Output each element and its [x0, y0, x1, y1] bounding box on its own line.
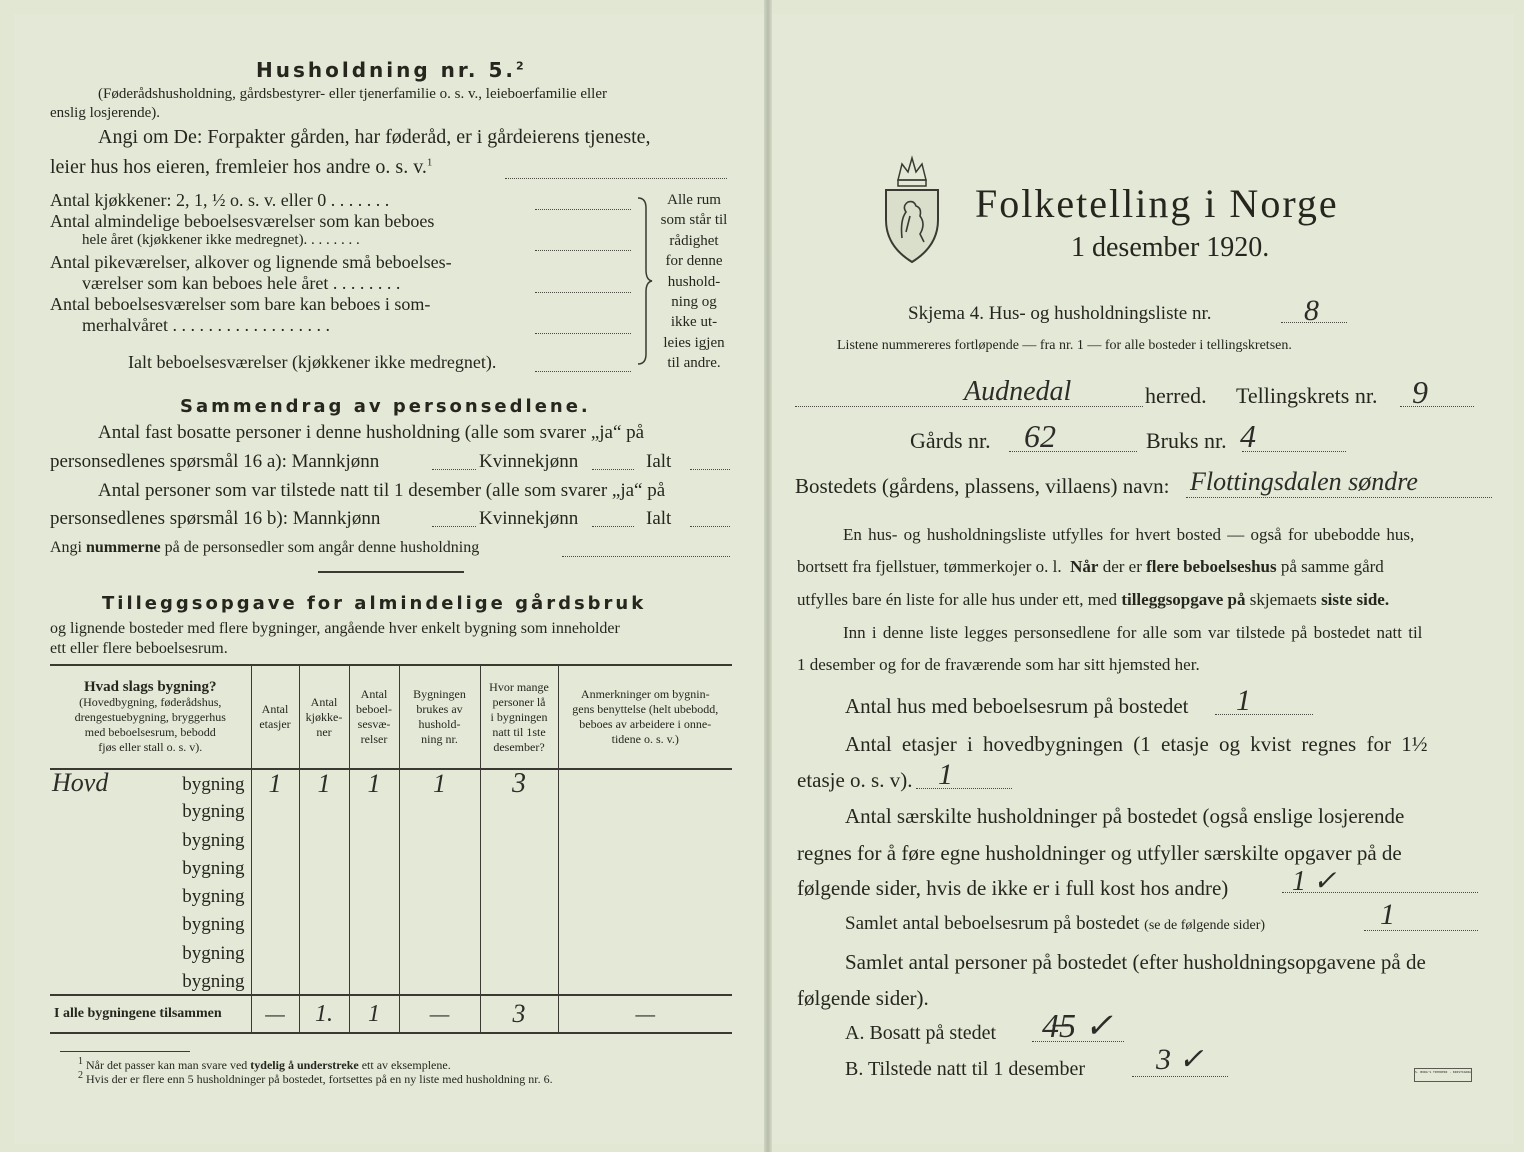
bruks-value[interactable]: 4 — [1240, 418, 1256, 454]
herred-label: herred. — [1145, 383, 1207, 408]
cell-vaerelser[interactable] — [349, 854, 399, 882]
building-label: bygning — [182, 829, 245, 851]
resident-male-field[interactable] — [432, 469, 476, 470]
cell-etasjer[interactable]: 1 — [251, 769, 299, 797]
cell-vaerelser[interactable] — [349, 826, 399, 854]
cell-anm[interactable] — [558, 854, 732, 882]
cell-kjokkener[interactable] — [299, 826, 349, 854]
brace-note-line: Alle rum — [667, 192, 721, 208]
bosatt-label: A. Bosatt på stedet — [845, 1022, 997, 1044]
page-fold — [764, 0, 772, 1152]
coat-of-arms-icon — [880, 150, 944, 266]
cell-etasjer[interactable] — [251, 882, 299, 910]
summary-title: Sammendrag av personsedlene. — [180, 396, 591, 417]
cell-etasjer[interactable] — [251, 797, 299, 825]
cell-kjokkener[interactable] — [299, 910, 349, 938]
cell-anm[interactable] — [558, 769, 732, 797]
bosted-value[interactable]: Flottingsdalen søndre — [1190, 467, 1418, 496]
col-remarks-header — [558, 665, 732, 769]
col-floors-header — [251, 665, 299, 769]
cell-anm[interactable] — [558, 882, 732, 910]
cell-kjokkener[interactable] — [299, 882, 349, 910]
cell-personer[interactable] — [480, 967, 558, 995]
header-line: natt til 1ste — [492, 724, 546, 739]
total-kitchens[interactable]: 1. — [299, 995, 349, 1033]
rooms-total-label: Ialt beboelsesværelser (kjøkkener ikke medregnet). — [128, 352, 497, 372]
rooms-total-field[interactable] — [535, 371, 631, 372]
supplement-line-1: og lignende bosteder med flere bygninger, angående hver enkelt bygning som inneholder — [50, 620, 620, 637]
para2-line-2: 1 desember og for de fraværende som har sitt hjemsted her. — [797, 655, 1200, 674]
brace-note-line: ning og — [671, 294, 717, 311]
building-label: bygning — [182, 857, 245, 879]
building-name-cell[interactable] — [50, 854, 251, 882]
brace-note-line: ikke ut- — [670, 314, 718, 331]
numbers-field[interactable] — [562, 556, 730, 557]
cell-personer[interactable] — [480, 882, 558, 910]
total-remarks[interactable]: — — [558, 995, 732, 1033]
cell-husholdning[interactable] — [399, 967, 480, 995]
cell-husholdning[interactable]: 1 — [399, 769, 480, 797]
header-line: i bygningen — [490, 709, 548, 724]
header-line: fjøs eller stall o. s. v). — [98, 739, 203, 754]
building-label: bygning — [182, 886, 245, 907]
schema-label: Skjema 4. Hus- og husholdningsliste nr. — [908, 303, 1212, 324]
cell-personer[interactable] — [480, 854, 558, 882]
table-row — [50, 826, 732, 854]
cell-etasjer[interactable] — [251, 967, 299, 995]
tellingskrets-label: Tellingskrets nr. — [1236, 383, 1378, 408]
header-line: personer lå — [492, 694, 546, 709]
summary-present-total-label: Ialt — [646, 508, 672, 529]
cell-personer[interactable] — [480, 910, 558, 938]
header-line: (Hovedbygning, føderådshus, — [79, 694, 222, 709]
hush-value[interactable]: 1 ✓ — [1292, 866, 1337, 897]
header-line: med beboelsesrum, bebodd — [84, 724, 216, 739]
bosted-label: Bostedets (gårdens, plassens, villaens) navn: — [795, 474, 1170, 498]
rooms-ordinary: Antal almindelige beboelsesværelser som kan beboes — [50, 211, 435, 231]
cell-kjokkener[interactable] — [299, 797, 349, 825]
cell-kjokkener[interactable]: 1 — [299, 769, 349, 797]
header-line: Antal — [360, 687, 388, 701]
building-table — [50, 664, 732, 1034]
header-line: Anmerkninger om bygnin- — [580, 687, 710, 701]
cell-personer[interactable] — [480, 939, 558, 967]
building-label: bygning — [182, 970, 245, 992]
tellingskrets-value[interactable]: 9 — [1412, 374, 1428, 410]
col-building-type-header: Hvad slags bygning? (Hovedbygning, føderådshus, drengestuebygning, bryggerhus med beboelsesrum, bebodd fjøs eller stall o. s. v). — [50, 665, 251, 769]
list-instructions: Listene nummereres fortløpende — fra nr. 1 — for alle bosteder i tellingskretsen. — [837, 338, 1292, 353]
etasjer-line — [916, 788, 1012, 789]
summary-present-1: Antal personer som var tilstede natt til 1 desember (alle som svarer „ja“ på — [98, 480, 666, 501]
cell-vaerelser[interactable] — [349, 967, 399, 995]
rooms-summer-2: merhalvåret . . . . . . . . . . . . . . . . . . — [82, 315, 330, 335]
header-line: relser — [360, 732, 388, 746]
summary-resident-female-label: Kvinnekjønn — [479, 451, 579, 472]
cell-personer[interactable]: 3 — [480, 769, 558, 797]
cell-etasjer[interactable] — [251, 910, 299, 938]
header-line: Antal — [261, 702, 289, 716]
header-line: ner — [316, 724, 332, 739]
census-title: Folketelling i Norge — [975, 181, 1339, 226]
header-line: gens benyttelse (helt ubebodd, — [572, 702, 719, 716]
gards-label: Gårds nr. — [910, 428, 991, 453]
header-line: beboel- — [356, 702, 392, 716]
cell-husholdning[interactable] — [399, 797, 480, 825]
cell-etasjer[interactable] — [251, 826, 299, 854]
cell-anm[interactable] — [558, 797, 732, 825]
summer-rooms-field[interactable] — [535, 333, 631, 334]
summary-resident-total-label: Ialt — [646, 451, 672, 472]
cell-kjokkener[interactable] — [299, 939, 349, 967]
header-line: Hvor mange — [489, 679, 549, 694]
table-row — [50, 797, 732, 825]
question-line-2: leier hus hos eieren, fremleier hos andre o. s. v.$^1$ — [50, 156, 433, 178]
cell-husholdning[interactable] — [399, 939, 480, 967]
question-answer-line[interactable] — [505, 178, 727, 179]
building-label: bygning — [182, 914, 245, 936]
summary-present-female-label: Kvinnekjønn — [479, 508, 579, 529]
cell-anm[interactable] — [558, 939, 732, 967]
hus-label: Antal hus med beboelsesrum på bostedet — [845, 694, 1189, 718]
header-line: ning nr. — [421, 732, 458, 746]
header-line: etasjer — [259, 717, 291, 731]
header-line: Antal — [310, 694, 338, 709]
bosted-line — [1186, 497, 1492, 498]
footnote-rule — [60, 1051, 190, 1052]
gards-value[interactable]: 62 — [1024, 418, 1056, 454]
building-name-cell[interactable] — [50, 967, 251, 995]
para1-line-3: utfylles bare én liste for alle hus under ett, med tilleggsopgave på skjemaets siste side. — [797, 590, 1390, 609]
rum-value[interactable]: 1 — [1380, 898, 1395, 931]
household-subtitle-1: (Føderådshusholdning, gårdsbestyrer- eller tjenerfamilie o. s. v., leieboerfamilie eller — [98, 86, 607, 102]
col-kitchens-header — [299, 665, 349, 769]
header-line: tidene o. s. v.) — [611, 732, 679, 746]
col-household-header — [399, 665, 480, 769]
building-rows — [50, 769, 732, 995]
cell-vaerelser[interactable] — [349, 797, 399, 825]
hus-line — [1215, 714, 1313, 715]
building-name[interactable]: Hovd — [52, 768, 109, 797]
table-row — [50, 882, 732, 910]
pers-line-1: Samlet antal personer på bostedet (efter husholdningsopgavene på de — [845, 950, 1426, 974]
etasjer-line-1: Antal etasjer i hovedbygningen (1 etasje og kvist regnes for 1½ — [845, 732, 1428, 756]
cell-etasjer[interactable] — [251, 854, 299, 882]
brace-note — [654, 190, 734, 374]
brace-icon — [634, 196, 654, 366]
building-label: bygning — [182, 801, 245, 823]
question-line-1: Angi om De: Forpakter gården, har føderåd, er i gårdeierens tjeneste, — [98, 126, 651, 148]
building-name-cell[interactable] — [50, 769, 251, 797]
pers-line-2: følgende sider). — [797, 986, 929, 1010]
table-row — [50, 910, 732, 938]
table-row — [50, 769, 732, 797]
cell-personer[interactable] — [480, 826, 558, 854]
para2-line-1: Inn i denne liste legges personsedlene for alle som var tilstede på bostedet natt til — [843, 623, 1423, 642]
cell-kjokkener[interactable] — [299, 854, 349, 882]
col-rooms-header — [349, 665, 399, 769]
hush-line-1: Antal særskilte husholdninger på bostedet (også enslige losjerende — [845, 804, 1405, 828]
household-title: Husholdning nr. 5.$^2$ — [256, 58, 527, 82]
brace-note-line: for denne — [665, 253, 723, 270]
building-name-cell[interactable] — [50, 797, 251, 825]
numbers-line: Angi nummerne på de personsedler som angår denne husholdning — [50, 539, 480, 556]
bosatt-value[interactable]: 4̶5 ✓ — [1042, 1008, 1113, 1045]
etasjer-value[interactable]: 1 — [938, 758, 953, 791]
col-persons-header — [480, 665, 558, 769]
brace-note-line: som står til — [660, 212, 728, 229]
present-female-field[interactable] — [592, 526, 634, 527]
footnote-2: $^2$ Hvis der er flere enn 5 husholdninger på bostedet, fortsettes på en ny liste med husholdning nr. 6. — [78, 1070, 553, 1086]
bruks-line — [1242, 451, 1346, 452]
table-row — [50, 854, 732, 882]
cell-husholdning[interactable] — [399, 854, 480, 882]
hush-line-3: følgende sider, hvis de ikke er i full kost hos andre) — [797, 876, 1229, 900]
cell-husholdning[interactable] — [399, 882, 480, 910]
cell-vaerelser[interactable]: 1 — [349, 769, 399, 797]
header-line: kjøkke- — [305, 709, 343, 724]
tilstede-label: B. Tilstede natt til 1 desember — [845, 1058, 1085, 1080]
header-line: beboes av arbeidere i onne- — [579, 717, 712, 731]
cell-husholdning[interactable] — [399, 910, 480, 938]
printer-stamp: S. BORG'S TRYKKERI · KRISTIANIA — [1414, 1068, 1472, 1082]
cell-vaerelser[interactable] — [349, 882, 399, 910]
census-date: 1 desember 1920. — [1071, 232, 1270, 263]
summary-resident-male-label: personsedlenes spørsmål 16 a): Mannkjønn — [50, 451, 380, 472]
hush-line-2: regnes for å føre egne husholdninger og utfyller særskilte opgaver på de — [797, 841, 1402, 865]
total-rooms[interactable]: 1 — [349, 995, 399, 1033]
cell-kjokkener[interactable] — [299, 967, 349, 995]
brace-note-line: rådighet — [669, 232, 719, 249]
cell-anm[interactable] — [558, 826, 732, 854]
table-row — [50, 967, 732, 995]
bruks-label: Bruks nr. — [1146, 428, 1227, 453]
summary-present-male-label: personsedlenes spørsmål 16 b): Mannkjønn — [50, 508, 381, 529]
total-label: I alle bygningene tilsammen — [54, 1006, 222, 1021]
para1-line-2: bortsett fra fjellstuer, tømmerkojer o. l. Når der er flere beboelseshus på samme gård — [797, 557, 1384, 576]
schema-number-value[interactable]: 8 — [1304, 294, 1319, 327]
cell-vaerelser[interactable] — [349, 939, 399, 967]
total-floors[interactable]: — — [251, 995, 299, 1033]
cell-anm[interactable] — [558, 967, 732, 995]
header-line: brukes av — [416, 702, 463, 716]
supplement-title: Tilleggsopgave for almindelige gårdsbruk — [102, 593, 647, 614]
rum-label: Samlet antal beboelsesrum på bostedet (se de følgende sider) — [845, 913, 1266, 934]
present-male-field[interactable] — [432, 526, 476, 527]
building-name-cell[interactable] — [50, 910, 251, 938]
building-label: bygning — [182, 942, 245, 964]
cell-anm[interactable] — [558, 910, 732, 938]
rooms-small: Antal pikeværelser, alkover og lignende små beboelses- — [50, 252, 452, 272]
rooms-ordinary-2: hele året (kjøkkener ikke medregnet). . . . . . . . — [82, 232, 360, 248]
present-total-field[interactable] — [690, 526, 730, 527]
small-rooms-field[interactable] — [535, 292, 631, 293]
cell-personer[interactable] — [480, 797, 558, 825]
summary-resident-1: Antal fast bosatte personer i denne husholdning (alle som svarer „ja“ på — [98, 422, 645, 443]
tilstede-value[interactable]: 3 ✓ — [1156, 1043, 1204, 1076]
cell-husholdning[interactable] — [399, 826, 480, 854]
etasjer-label: etasje o. s. v). — [797, 768, 913, 792]
header-line: hushold- — [418, 717, 461, 731]
para1-line-1: En hus- og husholdningsliste utfylles for hvert bosted — også for ubebodde hus, — [843, 525, 1415, 544]
building-name-cell[interactable] — [50, 939, 251, 967]
table-header-row — [50, 665, 732, 769]
building-name-cell[interactable] — [50, 826, 251, 854]
rooms-small-2: værelser som kan beboes hele året . . . . . . . . — [82, 273, 401, 293]
cell-vaerelser[interactable] — [349, 910, 399, 938]
hus-value[interactable]: 1 — [1236, 684, 1251, 717]
kitchens-field[interactable] — [535, 209, 631, 210]
brace-note-line: leies igjen — [663, 334, 725, 351]
footnote-1: $^1$ Når det passer kan man svare ved tydelig å understreke ett av eksemplene. — [78, 1056, 451, 1072]
brace-note-line: til andre. — [667, 355, 721, 372]
brace-note-line: hushold- — [667, 273, 721, 290]
cell-etasjer[interactable] — [251, 939, 299, 967]
section-divider — [318, 571, 464, 573]
rooms-summer: Antal beboelsesværelser som bare kan beboes i som- — [50, 294, 431, 314]
header-line: sesvæ- — [357, 717, 391, 731]
table-row — [50, 939, 732, 967]
herred-value[interactable]: Audnedal — [964, 376, 1072, 407]
table-total-row — [50, 995, 732, 1033]
household-subtitle-2: enslig losjerende). — [50, 105, 160, 121]
header-line: Bygningen — [413, 687, 466, 701]
ordinary-rooms-field[interactable] — [535, 250, 631, 251]
resident-total-field[interactable] — [690, 469, 730, 470]
total-persons[interactable]: 3 — [480, 995, 558, 1033]
resident-female-field[interactable] — [592, 469, 634, 470]
building-name-cell[interactable] — [50, 882, 251, 910]
header-line: desember? — [493, 739, 545, 754]
rooms-kitchens: Antal kjøkkener: 2, 1, ½ o. s. v. eller 0 . . . . . . . — [50, 190, 390, 210]
building-label: bygning — [182, 774, 245, 795]
total-household[interactable]: — — [399, 995, 480, 1033]
supplement-line-2: ett eller flere beboelsesrum. — [50, 640, 228, 657]
header-line: drengestuebygning, bryggerhus — [74, 709, 226, 724]
